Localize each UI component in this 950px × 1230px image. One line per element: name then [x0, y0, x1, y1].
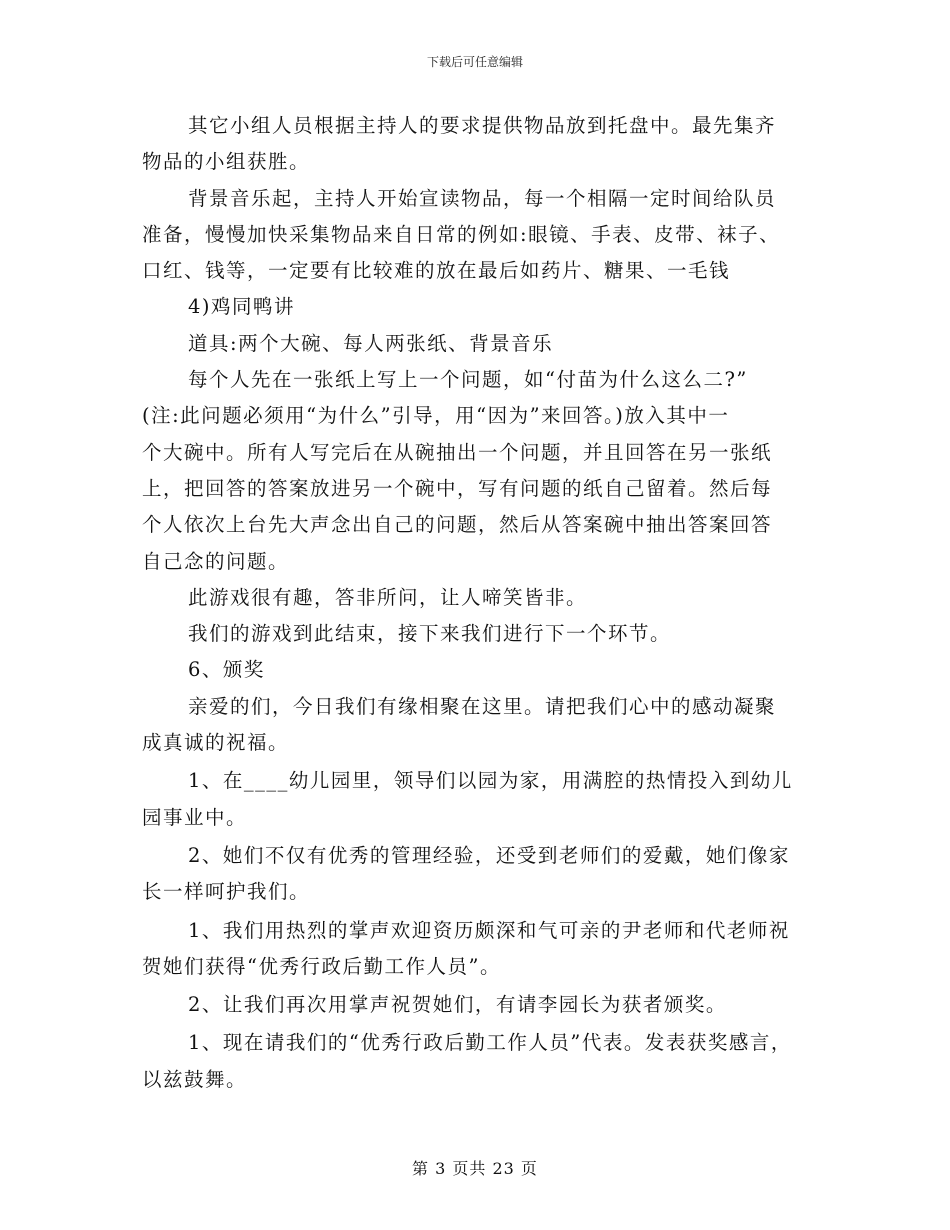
paragraph-line: 1、我们用热烈的掌声欢迎资历颇深和气可亲的尹老师和代老师祝	[188, 918, 790, 942]
paragraph-line: 背景音乐起，主持人开始宣读物品，每一个相隔一定时间给队员	[188, 186, 777, 210]
paragraph-line: 此游戏很有趣，答非所问，让人啼笑皆非。	[188, 585, 588, 609]
paragraph-line: 物品的小组获胜。	[142, 150, 311, 174]
paragraph-line: 长一样呵护我们。	[142, 880, 311, 904]
paragraph-line: 亲爱的们，今日我们有缘相聚在这里。请把我们心中的感动凝聚	[188, 694, 777, 718]
paragraph-line: 其它小组人员根据主持人的要求提供物品放到托盘中。最先集齐	[188, 114, 777, 137]
paragraph-line: 道具:两个大碗、每人两张纸、背景音乐	[188, 331, 554, 355]
paragraph-line: 自己念的问题。	[142, 549, 290, 573]
paragraph-line: 1、在____幼儿园里，领导们以园为家，用满腔的热情投入到幼儿	[188, 769, 793, 793]
paragraph-line: 以兹鼓舞。	[142, 1067, 248, 1091]
section-heading: 6、颁奖	[188, 658, 265, 682]
paragraph-line: 准备，慢慢加快采集物品来自日常的例如:眼镜、手表、皮带、袜子、	[142, 222, 781, 246]
paragraph-line: 贺她们获得“优秀行政后勤工作人员”。	[142, 954, 501, 978]
paragraph-line: 我们的游戏到此结束，接下来我们进行下一个环节。	[188, 622, 672, 646]
paragraph-line: 上，把回答的答案放进另一个碗中，写有问题的纸自己留着。然后每	[142, 476, 773, 500]
page-header: 下载后可任意编辑	[426, 55, 523, 69]
paragraph-line: 园事业中。	[142, 805, 248, 829]
paragraph-line: (注:此问题必须用“为什么”引导，用“因为”来回答。)放入其中一	[142, 404, 730, 428]
paragraph-line: 每个人先在一张纸上写上一个问题，如“付苗为什么这么二?”	[188, 368, 748, 392]
paragraph-line: 成真诚的祝福。	[142, 731, 290, 755]
document-body	[142, 108, 810, 1098]
paragraph-line: 1、现在请我们的“优秀行政后勤工作人员”代表。发表获奖感言，	[188, 1031, 792, 1055]
paragraph-line: 2、她们不仅有优秀的管理经验，还受到老师们的爱戴，她们像家	[188, 843, 790, 867]
paragraph-line: 个大碗中。所有人写完后在从碗抽出一个问题，并且回答在另一张纸	[142, 440, 773, 464]
paragraph-line: 2、让我们再次用掌声祝贺她们，有请李园长为获者颁奖。	[188, 993, 727, 1017]
paragraph-line: 个人依次上台先大声念出自己的问题，然后从答案碗中抽出答案回答	[142, 513, 773, 537]
section-heading: 4)鸡同鸭讲	[188, 295, 296, 319]
page-number-footer: 第 3 页共 23 页	[412, 1159, 538, 1178]
paragraph-line: 口红、钱等，一定要有比较难的放在最后如药片、糖果、一毛钱	[142, 259, 731, 283]
